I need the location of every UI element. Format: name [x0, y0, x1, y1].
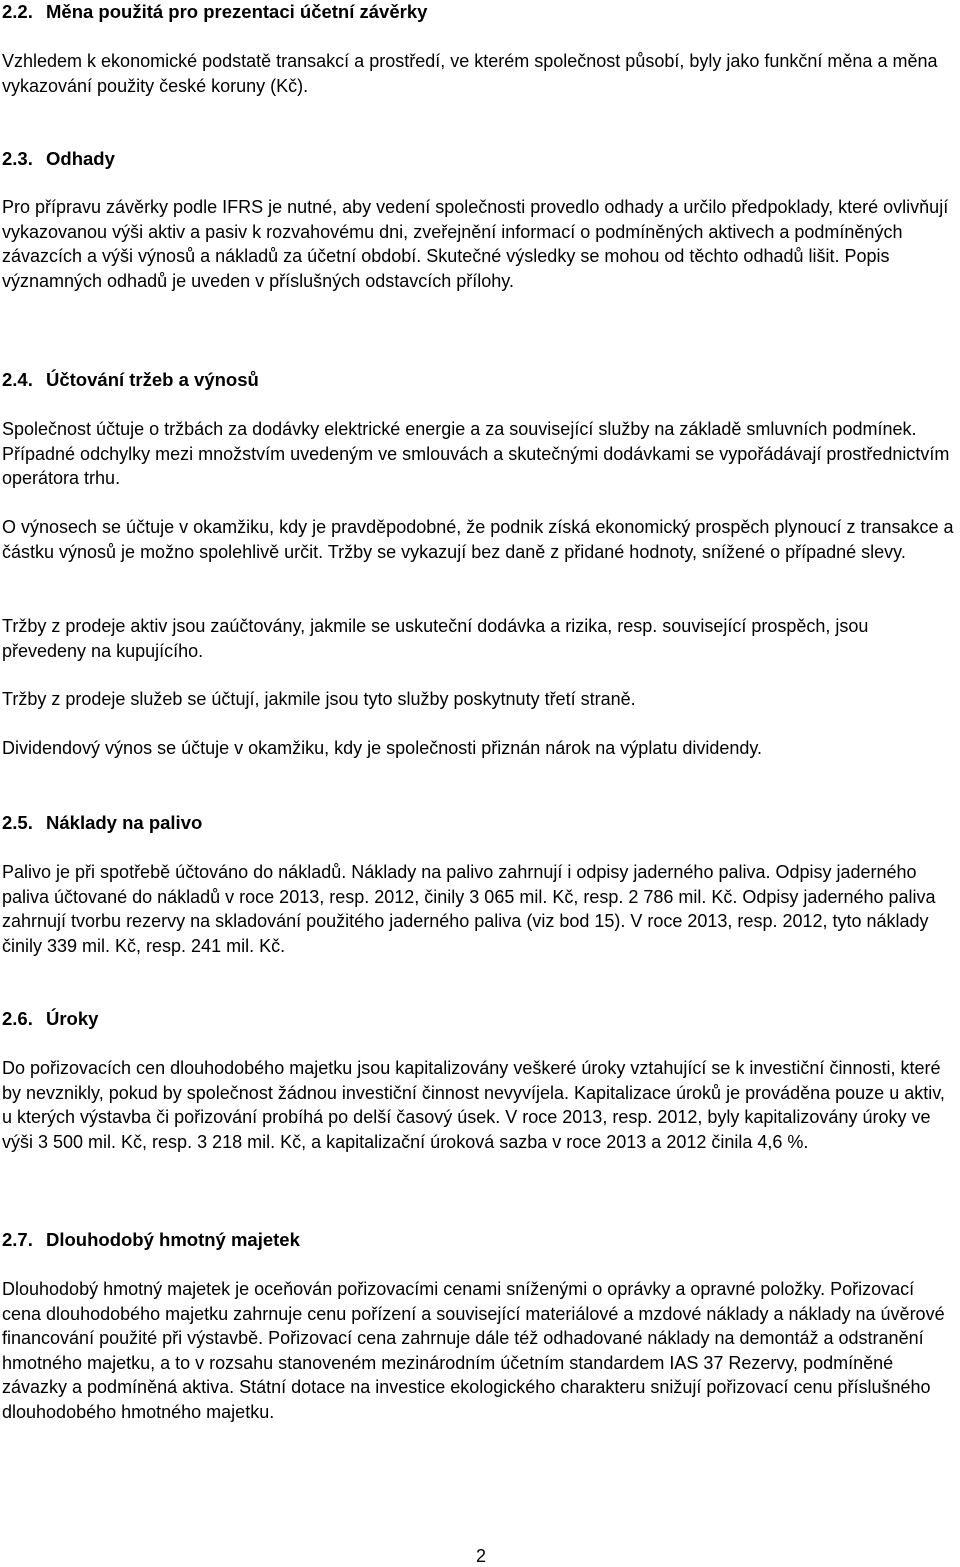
- section-heading-2-2: [2, 0, 427, 24]
- section-number: 2.2.: [2, 1, 33, 22]
- section-number: 2.3.: [2, 148, 33, 169]
- paragraph: Dlouhodobý hmotný majetek je oceňován pořizovacími cenami sníženými o oprávky a opravné položky. Pořizovací cena dlouhodobého majetku zahrnuje cenu pořízení a související materiálové a mzdové náklady a náklady na úvěrové financování použité při výstavbě. Pořizovací cena zahrnuje dále též odhadované náklady na demontáž a odstranění hmotného majetku, a to v rozsahu stanoveném mezinárodním účetním standardem IAS 37 Rezervy, podmíněné závazky a podmíněná aktiva. Státní dotace na investice ekologického charakteru snižují pořizovací cenu příslušného dlouhodobého hmotného majetku.: [2, 1279, 945, 1422]
- section-title: Náklady na palivo: [46, 812, 203, 833]
- section-number: 2.4.: [2, 369, 33, 390]
- section-title: Dlouhodobý hmotný majetek: [46, 1229, 300, 1250]
- section-heading-2-4: [2, 368, 259, 392]
- section-number: 2.7.: [2, 1229, 33, 1250]
- section-title: Měna použitá pro prezentaci účetní závěrky: [46, 1, 428, 22]
- section-number: 2.5.: [2, 812, 33, 833]
- paragraph: Tržby z prodeje aktiv jsou zaúčtovány, jakmile se uskuteční dodávka a rizika, resp. související prospěch, jsou převedeny na kupujícího.: [2, 616, 869, 661]
- section-title: Úroky: [46, 1008, 99, 1029]
- paragraph: Do pořizovacích cen dlouhodobého majetku jsou kapitalizovány veškeré úroky vztahující se k investiční činnosti, které by nevznikly, pokud by společnost žádnou investiční činnost nevyvíjela. Kapitalizace úroků je prováděna pouze u aktiv, u kterých výstavba či pořizování probíhá po delší časový úsek. V roce 2013, resp. 2012, byly kapitalizovány úroky ve výši 3 500 mil. Kč, resp. 3 218 mil. Kč, a kapitalizační úroková sazba v roce 2013 a 2012 činila 4,6 %.: [2, 1058, 945, 1152]
- section-heading-2-7: [2, 1228, 300, 1252]
- paragraph: Tržby z prodeje služeb se účtují, jakmile jsou tyto služby poskytnuty třetí straně.: [2, 689, 636, 709]
- paragraph: Vzhledem k ekonomické podstatě transakcí a prostředí, ve kterém společnost působí, byly jako funkční měna a měna vykazování použity české koruny (Kč).: [2, 51, 938, 96]
- section-heading-2-5: [2, 811, 202, 835]
- section-number: 2.6.: [2, 1008, 33, 1029]
- paragraph: O výnosech se účtuje v okamžiku, kdy je pravděpodobné, že podnik získá ekonomický prospěch plynoucí z transakce a částku výnosů je možno spolehlivě určit. Tržby se vykazují bez daně z přidané hodnoty, snížené o případné slevy.: [2, 517, 954, 562]
- section-title: Účtování tržeb a výnosů: [46, 369, 259, 390]
- section-heading-2-6: [2, 1007, 98, 1031]
- paragraph: Pro přípravu závěrky podle IFRS je nutné, aby vedení společnosti provedlo odhady a určilo předpoklady, které ovlivňují vykazovanou výši aktiv a pasiv k rozvahovému dni, zveřejnění informací o podmíněných aktivech a podmíněných závazcích a výši výnosů a nákladů za účetní období. Skutečné výsledky se mohou od těchto odhadů lišit. Popis významných odhadů je uveden v příslušných odstavcích přílohy.: [2, 197, 949, 291]
- paragraph: Dividendový výnos se účtuje v okamžiku, kdy je společnosti přiznán nárok na výplatu dividendy.: [2, 738, 763, 758]
- section-heading-2-3: [2, 147, 115, 171]
- paragraph: Společnost účtuje o tržbách za dodávky elektrické energie a za související služby na základě smluvních podmínek. Případné odchylky mezi množstvím uvedeným ve smlouvách a skutečnými dodávkami se vypořádávají prostřednictvím operátora trhu.: [2, 419, 950, 488]
- section-title: Odhady: [46, 148, 115, 169]
- page-number: 2: [476, 1546, 487, 1566]
- paragraph: Palivo je při spotřebě účtováno do nákladů. Náklady na palivo zahrnují i odpisy jaderného paliva. Odpisy jaderného paliva účtované do nákladů v roce 2013, resp. 2012, činily 3 065 mil. Kč, resp. 2 786 mil. Kč. Odpisy jaderného paliva zahrnují tvorbu rezervy na skladování použitého jaderného paliva (viz bod 15). V roce 2013, resp. 2012, tyto náklady činily 339 mil. Kč, resp. 241 mil. Kč.: [2, 862, 936, 956]
